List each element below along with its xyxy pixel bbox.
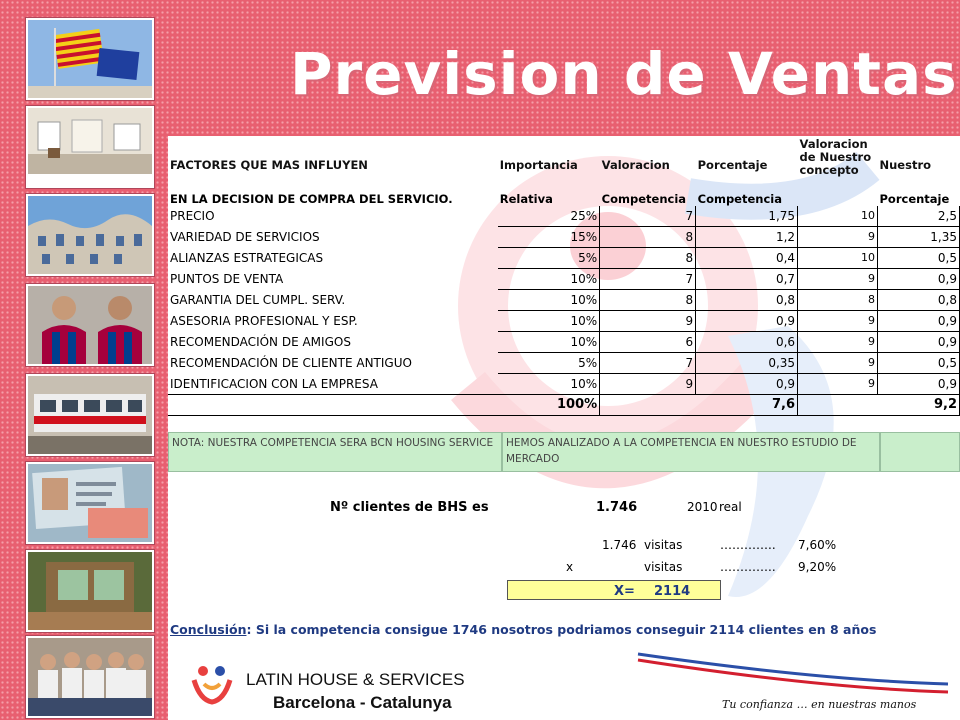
nuestro-cell: 2,5 — [878, 206, 960, 227]
rule-row2-percent: 9,20% — [798, 560, 837, 574]
importancia-cell: 5% — [498, 353, 600, 374]
resort-interior-photo — [26, 550, 154, 632]
total-nuestro: 9,2 — [878, 395, 960, 416]
valoracion-nuestro-cell: 9 — [798, 269, 878, 290]
valoracion-nuestro-cell: 8 — [798, 290, 878, 311]
table-header-row-1 — [168, 136, 960, 186]
table-row — [168, 227, 960, 248]
header-valoracion-nuestro: Valoracion de Nuestro concepto — [799, 137, 872, 177]
porcentaje-cell: 0,4 — [696, 248, 798, 269]
totals-row — [168, 395, 960, 416]
header-importancia: Importancia — [499, 158, 578, 172]
valoracion-cell: 7 — [600, 269, 696, 290]
importancia-cell: 15% — [498, 227, 600, 248]
table-row — [168, 206, 960, 227]
clients-real: real — [719, 500, 742, 514]
factor-cell: RECOMENDACIÓN DE CLIENTE ANTIGUO — [170, 356, 412, 370]
importancia-cell: 10% — [498, 269, 600, 290]
company-logo-icon — [190, 662, 234, 706]
valoracion-nuestro-cell: 9 — [798, 227, 878, 248]
nuestro-cell: 0,9 — [878, 269, 960, 290]
table-row — [168, 290, 960, 311]
valoracion-nuestro-cell: 9 — [798, 311, 878, 332]
nuestro-cell: 0,5 — [878, 353, 960, 374]
content-panel — [168, 136, 960, 640]
porcentaje-cell: 1,75 — [696, 206, 798, 227]
valoracion-nuestro-cell: 9 — [798, 374, 878, 395]
factor-cell: IDENTIFICACION CON LA EMPRESA — [170, 376, 378, 391]
hotel-photo — [26, 106, 154, 188]
clients-label: Nº clientes de BHS es — [330, 500, 489, 515]
nuestro-cell: 0,9 — [878, 311, 960, 332]
factor-cell: VARIEDAD DE SERVICIOS — [170, 230, 320, 244]
rule-row1-unit: visitas — [644, 538, 683, 552]
company-city: Barcelona - Catalunya — [273, 693, 452, 712]
rule-row2-dots: ………….. — [720, 560, 776, 574]
nuestro-cell: 0,9 — [878, 374, 960, 395]
rule-row1-percent: 7,60% — [798, 538, 837, 552]
nuestro-cell: 0,5 — [878, 248, 960, 269]
importancia-cell: 10% — [498, 290, 600, 311]
factor-cell: GARANTIA DEL CUMPL. SERV. — [170, 293, 346, 307]
table-row — [168, 374, 960, 395]
totals-blank-2 — [798, 395, 878, 416]
importancia-cell: 5% — [498, 248, 600, 269]
header-competencia-2: Competencia — [697, 192, 782, 206]
page-title: Prevision de Ventas — [290, 40, 958, 108]
valoracion-cell: 9 — [600, 311, 696, 332]
company-name: LATIN HOUSE & SERVICES — [246, 670, 465, 689]
header-relativa: Relativa — [499, 192, 553, 206]
valoracion-cell: 9 — [600, 374, 696, 395]
valoracion-cell: 8 — [600, 248, 696, 269]
valoracion-nuestro-cell: 10 — [798, 248, 878, 269]
rule-row1-dots: ………….. — [720, 538, 776, 552]
total-porcentaje: 7,6 — [696, 395, 798, 416]
porcentaje-cell: 0,9 — [696, 311, 798, 332]
table-row — [168, 248, 960, 269]
flags-photo — [26, 18, 154, 100]
factor-cell: ALIANZAS ESTRATEGICAS — [170, 251, 324, 265]
valoracion-nuestro-cell: 9 — [798, 332, 878, 353]
factor-cell: ASESORIA PROFESIONAL Y ESP. — [170, 314, 358, 328]
note-empty-cell — [880, 432, 960, 472]
factor-cell: PUNTOS DE VENTA — [170, 272, 284, 286]
valoracion-cell: 8 — [600, 290, 696, 311]
table-row — [168, 332, 960, 353]
note-market-study: HEMOS ANALIZADO A LA COMPETENCIA EN NUESTRO ESTUDIO DE MERCADO — [502, 432, 880, 472]
table-row — [168, 311, 960, 332]
valoracion-cell: 8 — [600, 227, 696, 248]
header-factor: FACTORES QUE MAS INFLUYEN — [170, 158, 368, 172]
nuestro-cell: 1,35 — [878, 227, 960, 248]
gaudi-building-photo — [26, 194, 154, 276]
porcentaje-cell: 1,2 — [696, 227, 798, 248]
result-label: X= — [614, 584, 635, 599]
header-nuestro: Nuestro — [879, 158, 932, 172]
table-row — [168, 353, 960, 374]
nuestro-cell: 0,8 — [878, 290, 960, 311]
rule-row2-variable: x — [566, 560, 574, 574]
clients-year: 2010 — [687, 500, 718, 514]
porcentaje-cell: 0,9 — [696, 374, 798, 395]
sidebar — [0, 0, 160, 720]
factor-cell: RECOMENDACIÓN DE AMIGOS — [170, 335, 351, 349]
totals-label — [168, 395, 498, 416]
tagline: Tu confianza … en nuestras manos — [722, 698, 917, 711]
porcentaje-cell: 0,7 — [696, 269, 798, 290]
header-valoracion: Valoracion — [601, 158, 670, 172]
importancia-cell: 10% — [498, 311, 600, 332]
header-porcentaje: Porcentaje — [879, 192, 950, 206]
importancia-cell: 25% — [498, 206, 600, 227]
valoracion-nuestro-cell: 9 — [798, 353, 878, 374]
conclusion — [170, 622, 876, 637]
train-photo — [26, 374, 154, 456]
totals-blank — [600, 395, 696, 416]
header-porcentaje: Porcentaje — [697, 158, 768, 172]
valoracion-cell: 7 — [600, 353, 696, 374]
header-competencia: Competencia — [601, 192, 687, 206]
porcentaje-cell: 0,8 — [696, 290, 798, 311]
conclusion-label: Conclusión — [170, 622, 247, 637]
valoracion-cell: 6 — [600, 332, 696, 353]
table-row — [168, 269, 960, 290]
rule-row1-value: 1.746 — [602, 538, 637, 552]
conclusion-text: : Si la competencia consigue 1746 nosotros podriamos conseguir 2114 clientes en 8 años — [246, 622, 877, 637]
nuestro-cell: 0,9 — [878, 332, 960, 353]
factor-cell: PRECIO — [170, 209, 215, 224]
total-importancia: 100% — [498, 395, 600, 416]
clients-value: 1.746 — [596, 500, 638, 515]
football-players-photo — [26, 284, 154, 366]
valoracion-nuestro-cell: 10 — [798, 206, 878, 227]
group-photo — [26, 636, 154, 718]
importancia-cell: 10% — [498, 332, 600, 353]
importancia-cell: 10% — [498, 374, 600, 395]
valoracion-cell: 7 — [600, 206, 696, 227]
header-factor-2: EN LA DECISION DE COMPRA DEL SERVICIO. — [170, 192, 453, 206]
id-documents-photo — [26, 462, 154, 544]
table-body — [168, 206, 960, 395]
result-value: 2114 — [654, 584, 691, 599]
factors-table — [168, 136, 960, 416]
note-competition: NOTA: NUESTRA COMPETENCIA SERA BCN HOUSING SERVICE — [168, 432, 502, 472]
rule-row2-unit: visitas — [644, 560, 683, 574]
porcentaje-cell: 0,6 — [696, 332, 798, 353]
porcentaje-cell: 0,35 — [696, 353, 798, 374]
